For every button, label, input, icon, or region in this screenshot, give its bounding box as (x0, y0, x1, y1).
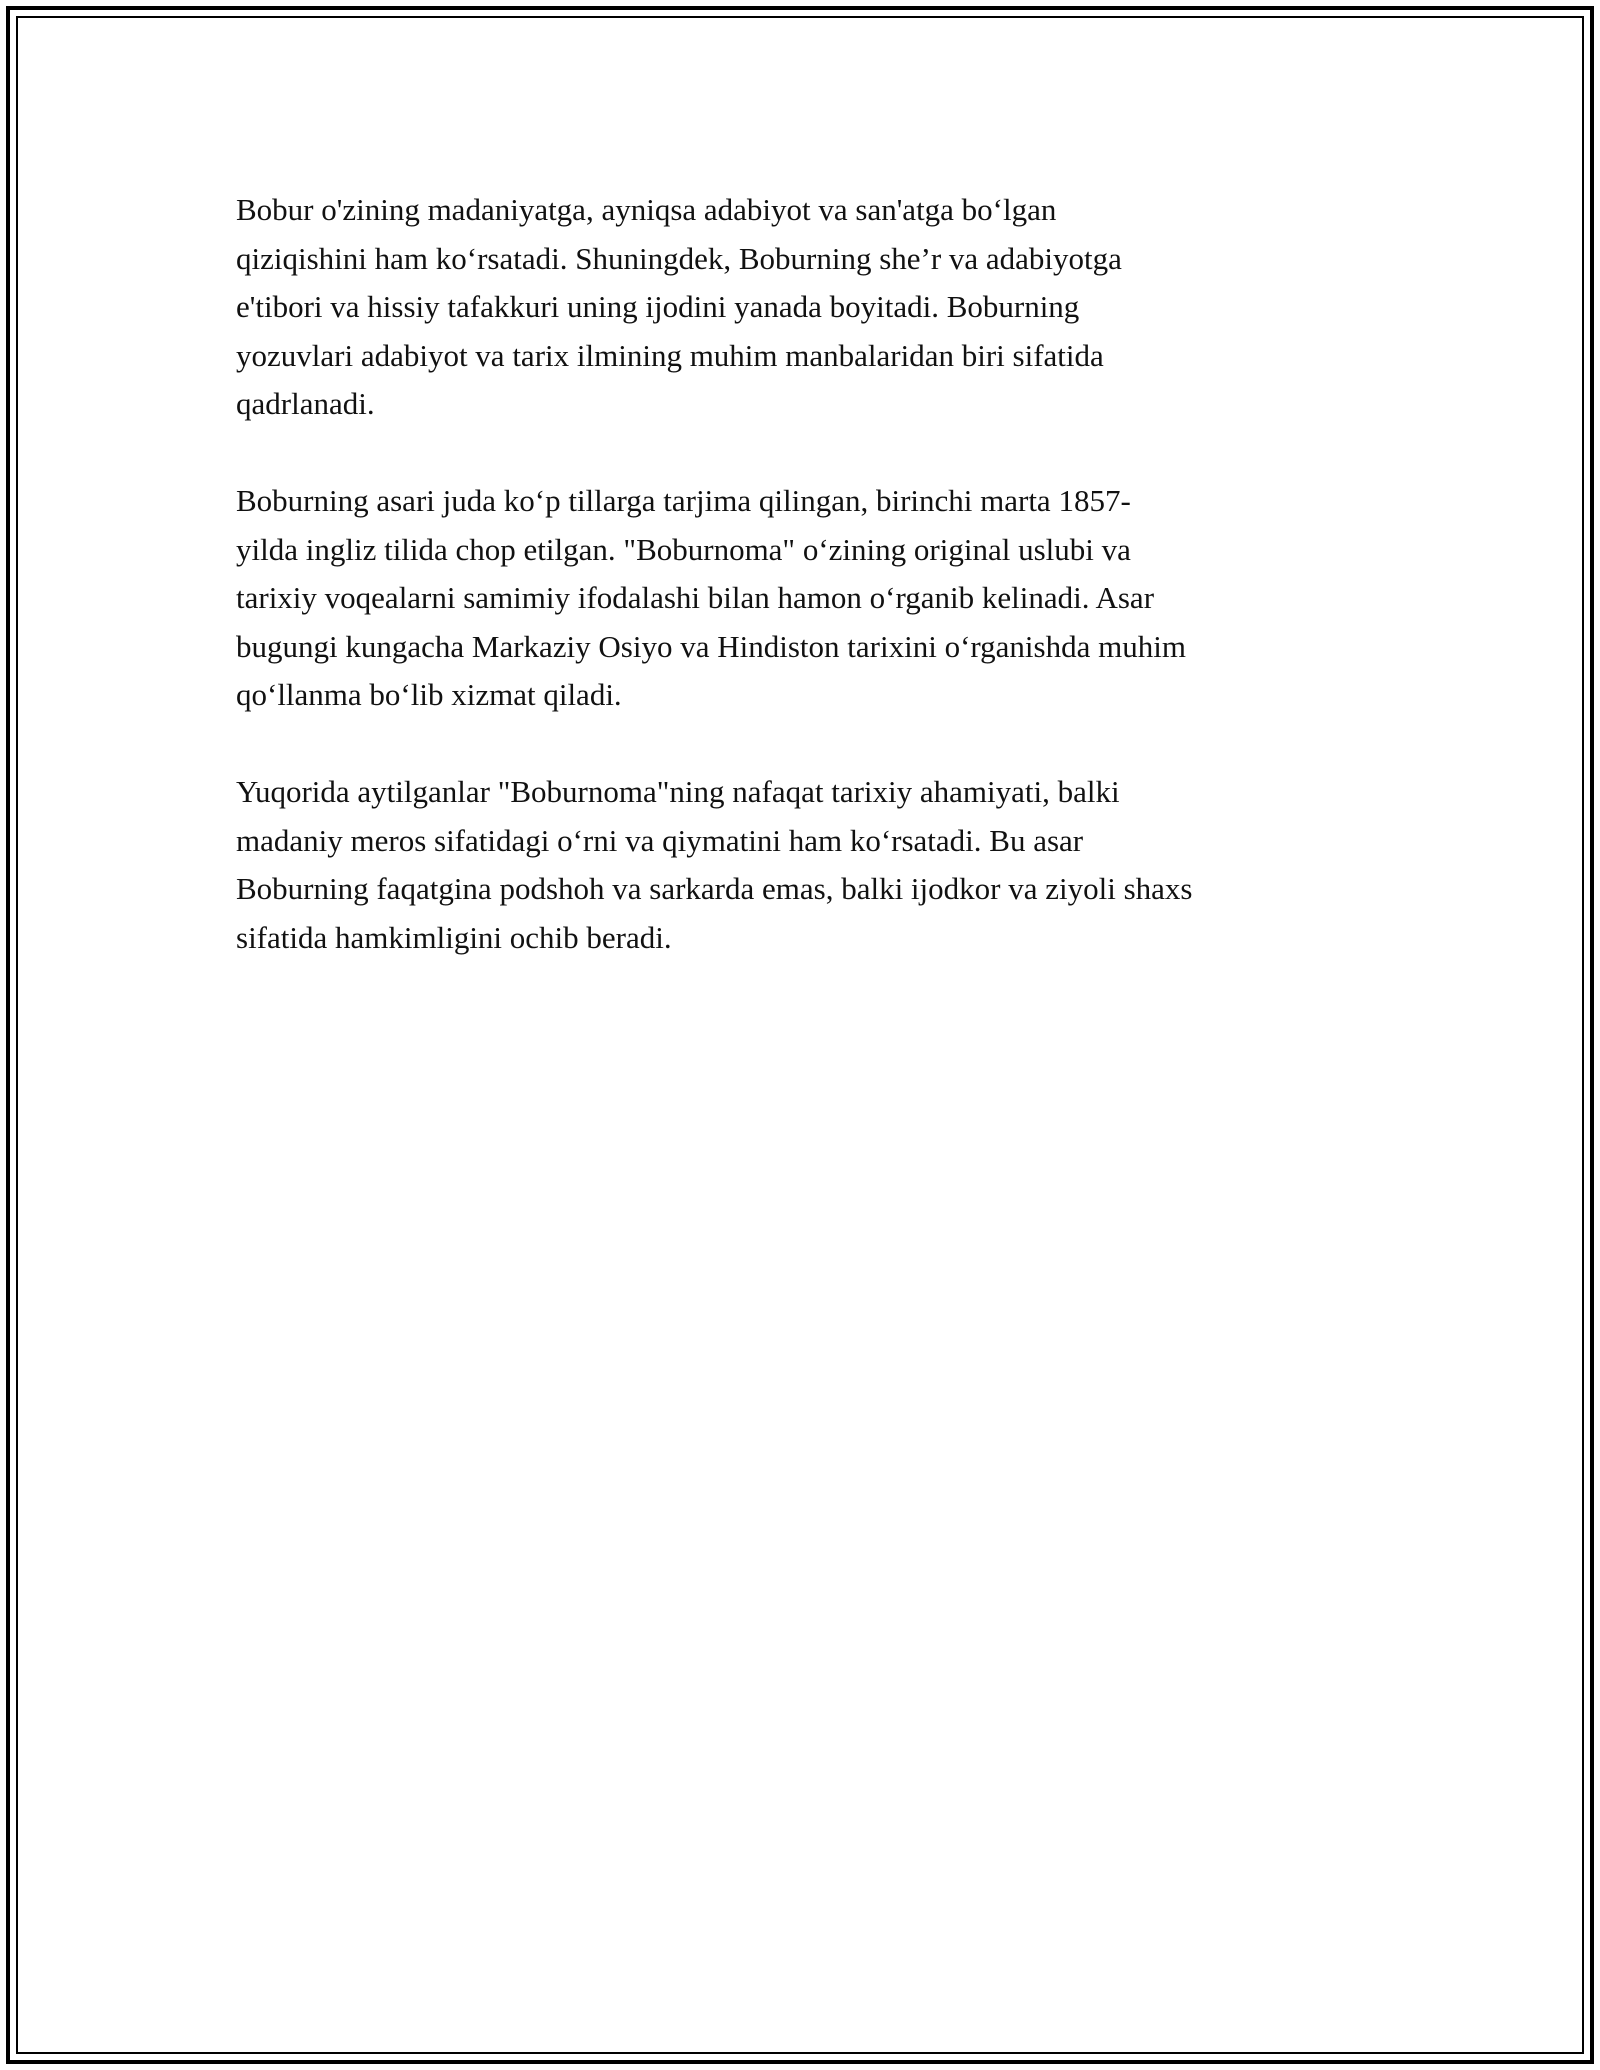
text-line: yilda ingliz tilida chop etilgan. "Boburnoma" o‘zining original uslubi va (236, 531, 1131, 567)
text-line: yozuvlari adabiyot va tarix ilmining muhim manbalaridan biri sifatida (236, 337, 1104, 373)
text-line: e'tibori va hissiy tafakkuri uning ijodini yanada boyitadi. Boburning (236, 289, 1080, 324)
text-line: tarixiy voqealarni samimiy ifodalashi bilan hamon o‘rganib kelinadi. Asar (236, 580, 1155, 615)
text-line: bugungi kungacha Markaziy Osiyo va Hindiston tarixini o‘rganishda muhim (236, 628, 1186, 664)
text-line: sifatida hamkimligini ochib beradi. (236, 919, 672, 955)
paragraph-1 (236, 186, 1376, 429)
text-line: Bobur o'zining madaniyatga, ayniqsa adabiyot va san'atga bo‘lgan (236, 192, 1057, 227)
text-line: qadrlanadi. (236, 386, 375, 421)
paragraph-2 (236, 477, 1376, 720)
text-line: qiziqishini ham ko‘rsatadi. Shuningdek, Boburning she’r va adabiyotga (236, 240, 1122, 276)
text-line: Boburning faqatgina podshoh va sarkarda emas, balki ijodkor va ziyoli shaxs (236, 871, 1193, 906)
text-line: madaniy meros sifatidagi o‘rni va qiymatini ham ko‘rsatadi. Bu asar (236, 822, 1084, 858)
text-line: Yuqorida aytilganlar "Boburnoma"ning nafaqat tarixiy ahamiyati, balki (236, 774, 1120, 809)
document-body (236, 186, 1376, 1011)
paragraph-3 (236, 768, 1376, 962)
text-line: qo‘llanma bo‘lib xizmat qiladi. (236, 677, 622, 712)
text-line: Boburning asari juda ko‘p tillarga tarjima qilingan, birinchi marta 1857- (236, 483, 1131, 518)
